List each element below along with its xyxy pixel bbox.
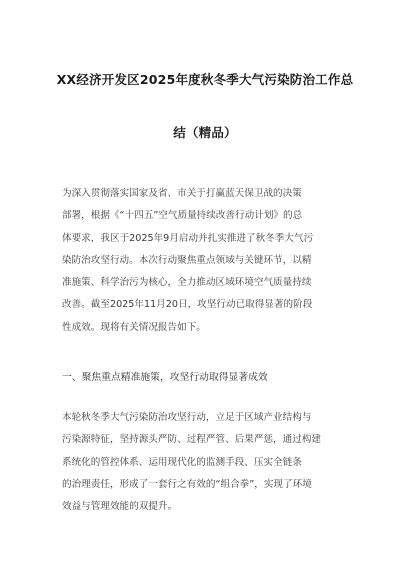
section-1-paragraph — [62, 407, 352, 518]
intro-paragraph — [62, 183, 352, 339]
intro-line: 改善。截至2025年11月20日，攻坚行动已取得显著的阶段 — [62, 299, 313, 311]
intro-line: 性成效。现将有关情况报告如下。 — [62, 321, 206, 333]
intro-line: 为深入贯彻落实国家及省、市关于打赢蓝天保卫战的决策 — [62, 188, 302, 199]
intro-line: 体要求，我区于2025年9月启动并扎实推进了秋冬季大气污 — [62, 232, 314, 244]
section-1-line: 的治理责任，形成了一套行之有效的“组合拳”，实现了环境 — [62, 478, 312, 490]
intro-line: 部署，根据《“十四五”空气质量持续改善行动计划》的总 — [62, 210, 303, 222]
section-1-line: 本轮秋冬季大气污染防治攻坚行动，立足于区域产业结构与 — [62, 412, 312, 423]
section-1-line: 系统化的管控体系、运用现代化的监测手段、压实全链条 — [62, 456, 302, 468]
document-title-line-2: 结（精品） — [173, 125, 237, 140]
section-1-line: 污染源特征，坚持源头严防、过程严管、后果严惩，通过构建 — [62, 434, 322, 446]
intro-line: 准施策、科学治污为核心，全力推动区域环境空气质量持续 — [62, 277, 312, 289]
intro-line: 染防治攻坚行动。本次行动聚焦重点领域与关键环节，以精 — [62, 254, 312, 266]
section-1-line: 效益与管理效能的双提升。 — [62, 501, 178, 513]
section-1-heading: 一、聚焦重点精准施策，攻坚行动取得显著成效 — [62, 372, 268, 383]
document-title-line-1: XX经济开发区2025年度秋冬季大气污染防治工作总 — [56, 72, 354, 87]
